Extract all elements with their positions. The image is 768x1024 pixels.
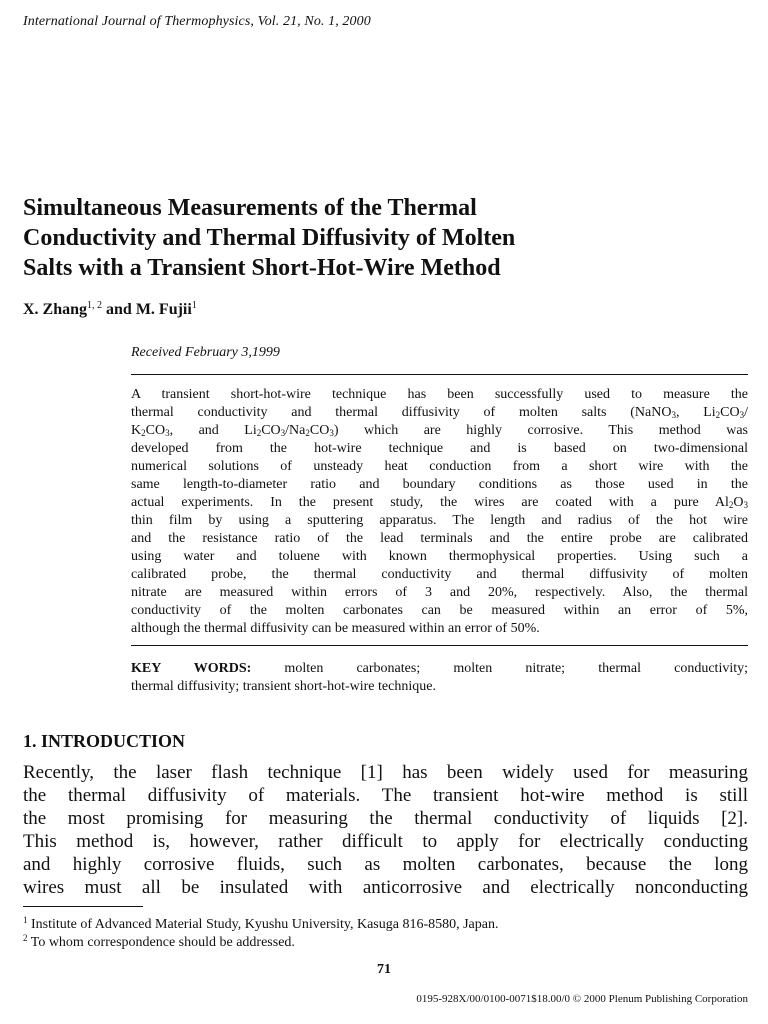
journal-citation: International Journal of Thermophysics, Vol. 21, No. 1, 2000 [23, 14, 371, 29]
body-line: and highly corrosive fluids, such as molten carbonates, because the long [23, 854, 748, 875]
introduction-body [23, 761, 748, 899]
abstract-line: thin film by using a sputtering apparatus. The length and radius of the hot wire [131, 513, 748, 528]
keywords-line: thermal diffusivity; transient short-hot-wire technique. [131, 679, 436, 694]
body-line: the most promising for measuring the thermal conductivity of liquids [2]. [23, 808, 748, 829]
body-line: the thermal diffusivity of materials. The transient hot-wire method is still [23, 785, 748, 806]
section-heading: 1. INTRODUCTION [23, 731, 186, 751]
footnote-mark: 1 [23, 915, 28, 925]
body-line: Recently, the laser flash technique [1] has been widely used for measuring [23, 762, 748, 783]
keywords-line: KEY WORDS: molten carbonates; molten nitrate; thermal conductivity; [131, 661, 748, 676]
received-date: Received February 3,1999 [131, 345, 280, 360]
author-affiliation-mark: 1, 2 [87, 300, 103, 311]
abstract-line: developed from the hot-wire technique and is based on two-dimensional [131, 441, 748, 456]
abstract-top-rule [131, 374, 748, 375]
author-name: M. Fujii [135, 301, 192, 318]
abstract-line: actual experiments. In the present study, the wires are coated with a pure $Al_2O_3$ [131, 495, 748, 510]
abstract-line: same length-to-diameter ratio and boundary conditions as those used in the [131, 477, 748, 492]
abstract-line: numerical solutions of unsteady heat conduction from a short wire with the [131, 459, 748, 474]
abstract-line: although the thermal diffusivity can be measured within an error of 50%. [131, 621, 540, 636]
title-line: Conductivity and Thermal Diffusivity of Molten [23, 225, 516, 251]
footnote-mark: 2 [23, 933, 28, 943]
article-title [23, 193, 723, 283]
body-line: This method is, however, rather difficult to apply for electrically conducting [23, 831, 748, 852]
keywords-label: KEY WORDS: [131, 661, 252, 676]
title-line: Simultaneous Measurements of the Thermal [23, 195, 477, 221]
abstract-line: calibrated probe, the thermal conductivity and thermal diffusivity of molten [131, 567, 748, 582]
footnote: $^1$ Institute of Advanced Material Study, Kyushu University, Kasuga 816-8580, Japan. [23, 915, 499, 932]
abstract [131, 386, 748, 638]
abstract-line: conductivity of the molten carbonates can be measured within an error of 5%, [131, 603, 748, 618]
author-affiliation-mark: 1 [191, 300, 197, 311]
page-number: 71 [377, 962, 391, 977]
abstract-line: and the resistance ratio of the lead terminals and the entire probe are calibrated [131, 531, 748, 546]
title-line: Salts with a Transient Short-Hot-Wire Method [23, 255, 501, 281]
author-list [23, 300, 197, 319]
footnote-rule [23, 906, 143, 907]
footnote: $^2$ To whom correspondence should be addressed. [23, 933, 295, 950]
abstract-bottom-rule [131, 645, 748, 646]
author-name: X. Zhang [23, 301, 88, 318]
abstract-line: thermal conductivity and thermal diffusivity of molten salts (NaNO$_3$, $Li_2CO_3/$ [131, 405, 748, 420]
key-words [131, 660, 748, 696]
abstract-line: A transient short-hot-wire technique has been successfully used to measure the [131, 387, 748, 402]
abstract-line: nitrate are measured within errors of 3 and 20%, respectively. Also, the thermal [131, 585, 748, 600]
copyright-line: 0195-928X/00/0100-0071$18.00/0 © 2000 Plenum Publishing Corporation [416, 993, 748, 1005]
author-conjunction: and [102, 301, 136, 318]
abstract-line: using water and toluene with known thermophysical properties. Using such a [131, 549, 748, 564]
abstract-line: $K_2CO_3$, and $Li_2CO_3/Na_2CO_3$) which are highly corrosive. This method was [131, 423, 748, 438]
body-line: wires must all be insulated with anticorrosive and electrically nonconducting [23, 877, 748, 898]
